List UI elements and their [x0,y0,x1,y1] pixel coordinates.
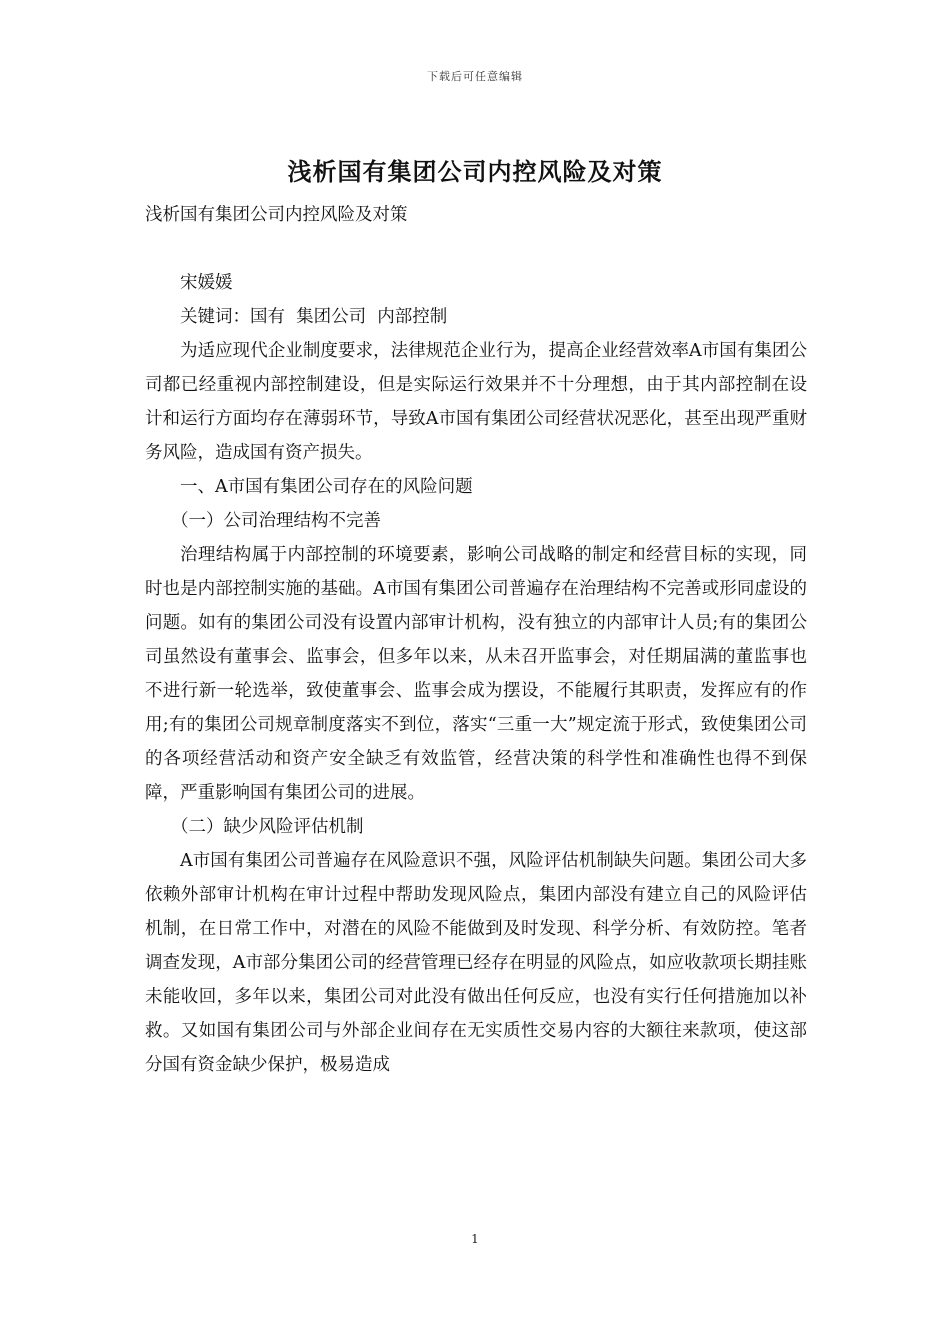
subsection-2-heading: （二）缺少风险评估机制 [171,817,364,837]
section-1-heading: 一、A市国有集团公司存在的风险问题 [180,477,473,497]
keywords-line: 关键词：国有 集团公司 内部控制 [180,307,448,327]
document-title: 浅析国有集团公司内控风险及对策 [287,158,663,186]
header-note: 下载后可任意编辑 [427,70,523,83]
subsection-1-paragraph: 治理结构属于内部控制的环境要素，影响公司战略的制定和经营目标的实现，同时也是内部控制实施的基础。A市国有集团公司普遍存在治理结构不完善或形同虚设的问题。如有的集团公司没有设置内部审计机构，没有独立的内部审计人员;有的集团公司虽然设有董事会、监事会，但多年以来，从未召开监事会，对任期届满的董监事也不进行新一轮选举，致使董事会、监事会成为摆设，不能履行其职责，发挥应有的作用;有的集团公司规章制度落实不到位，落实“三重一大”规定流于形式，致使集团公司的各项经营活动和资产安全缺乏有效监管，经营决策的科学性和准确性也得不到保障，严重影响国有集团公司的进展。 [145,545,807,803]
document-subtitle: 浅析国有集团公司内控风险及对策 [145,205,408,225]
subsection-2-paragraph: A市国有集团公司普遍存在风险意识不强，风险评估机制缺失问题。集团公司大多依赖外部审计机构在审计过程中帮助发现风险点，集团内部没有建立自己的风险评估机制，在日常工作中，对潜在的风险不能做到及时发现、科学分析、有效防控。笔者调查发现，A市部分集团公司的经营管理已经存在明显的风险点，如应收款项长期挂账未能收回，多年以来，集团公司对此没有做出任何反应，也没有实行任何措施加以补救。又如国有集团公司与外部企业间存在无实质性交易内容的大额往来款项，使这部分国有资金缺少保护，极易造成 [145,851,807,1075]
page-number: 1 [471,1232,479,1246]
document-body [145,198,807,1082]
intro-paragraph: 为适应现代企业制度要求，法律规范企业行为，提高企业经营效率A市国有集团公司都已经重视内部控制建设，但是实际运行效果并不十分理想，由于其内部控制在设计和运行方面均存在薄弱环节，导致A市国有集团公司经营状况恶化，甚至出现严重财务风险，造成国有资产损失。 [145,341,807,463]
subsection-1-heading: （一）公司治理结构不完善 [171,511,381,531]
author-name: 宋媛媛 [180,273,233,293]
